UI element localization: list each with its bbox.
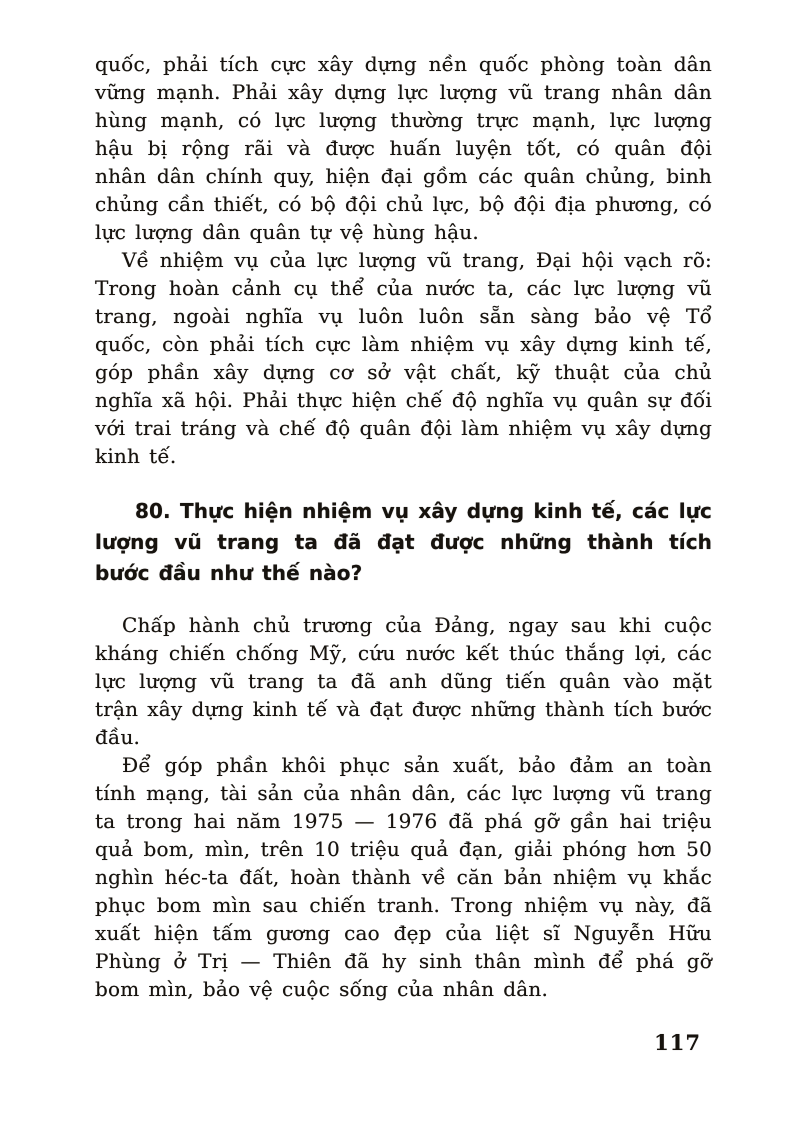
paragraph: Chấp hành chủ trương của Đảng, ngay sau khi cuộc kháng chiến chống Mỹ, cứu nước kết thúc thắng lợi, các lực lượng vũ trang ta đã anh dũng tiến quân vào mặt trận xây dựng kinh tế và đạt được những thành tích bước đầu. [95, 613, 712, 749]
paragraph: Về nhiệm vụ của lực lượng vũ trang, Đại hội vạch rõ: Trong hoàn cảnh cụ thể của nước ta, các lực lượng vũ trang, ngoài nghĩa vụ luôn luôn sẵn sàng bảo vệ Tổ quốc, còn phải tích cực làm nhiệm vụ xây dựng kinh tế, góp phần xây dựng cơ sở vật chất, kỹ thuật của chủ nghĩa xã hội. Phải thực hiện chế độ nghĩa vụ quân sự đối với trai tráng và chế độ quân đội làm nhiệm vụ xây dựng kinh tế. [95, 248, 712, 468]
paragraph: Để góp phần khôi phục sản xuất, bảo đảm an toàn tính mạng, tài sản của nhân dân, các lực lượng vũ trang ta trong hai năm 1975 — 1976 đã phá gỡ gần hai triệu quả bom, mìn, trên 10 triệu quả đạn, giải phóng hơn 50 nghìn héc-ta đất, hoàn thành về căn bản nhiệm vụ khắc phục bom mìn sau chiến tranh. Trong nhiệm vụ này, đã xuất hiện tấm gương cao đẹp của liệt sĩ Nguyễn Hữu Phùng ở Trị — Thiên đã hy sinh thân mình để phá gỡ bom mìn, bảo vệ cuộc sống của nhân dân. [95, 753, 712, 1001]
paragraph-continuation: quốc, phải tích cực xây dựng nền quốc phòng toàn dân vững mạnh. Phải xây dựng lực lượng vũ trang nhân dân hùng mạnh, có lực lượng thường trực mạnh, lực lượng hậu bị rộng rãi và được huấn luyện tốt, có quân đội nhân dân chính quy, hiện đại gồm các quân chủng, binh chủng cần thiết, có bộ đội chủ lực, bộ đội địa phương, có lực lượng dân quân tự vệ hùng hậu. [95, 52, 712, 244]
question-heading: 80. Thực hiện nhiệm vụ xây dựng kinh tế, các lực lượng vũ trang ta đã đạt được những thành tích bước đầu như thế nào? [95, 499, 712, 585]
text-column [95, 50, 712, 1003]
page-number: 117 [654, 1030, 701, 1055]
